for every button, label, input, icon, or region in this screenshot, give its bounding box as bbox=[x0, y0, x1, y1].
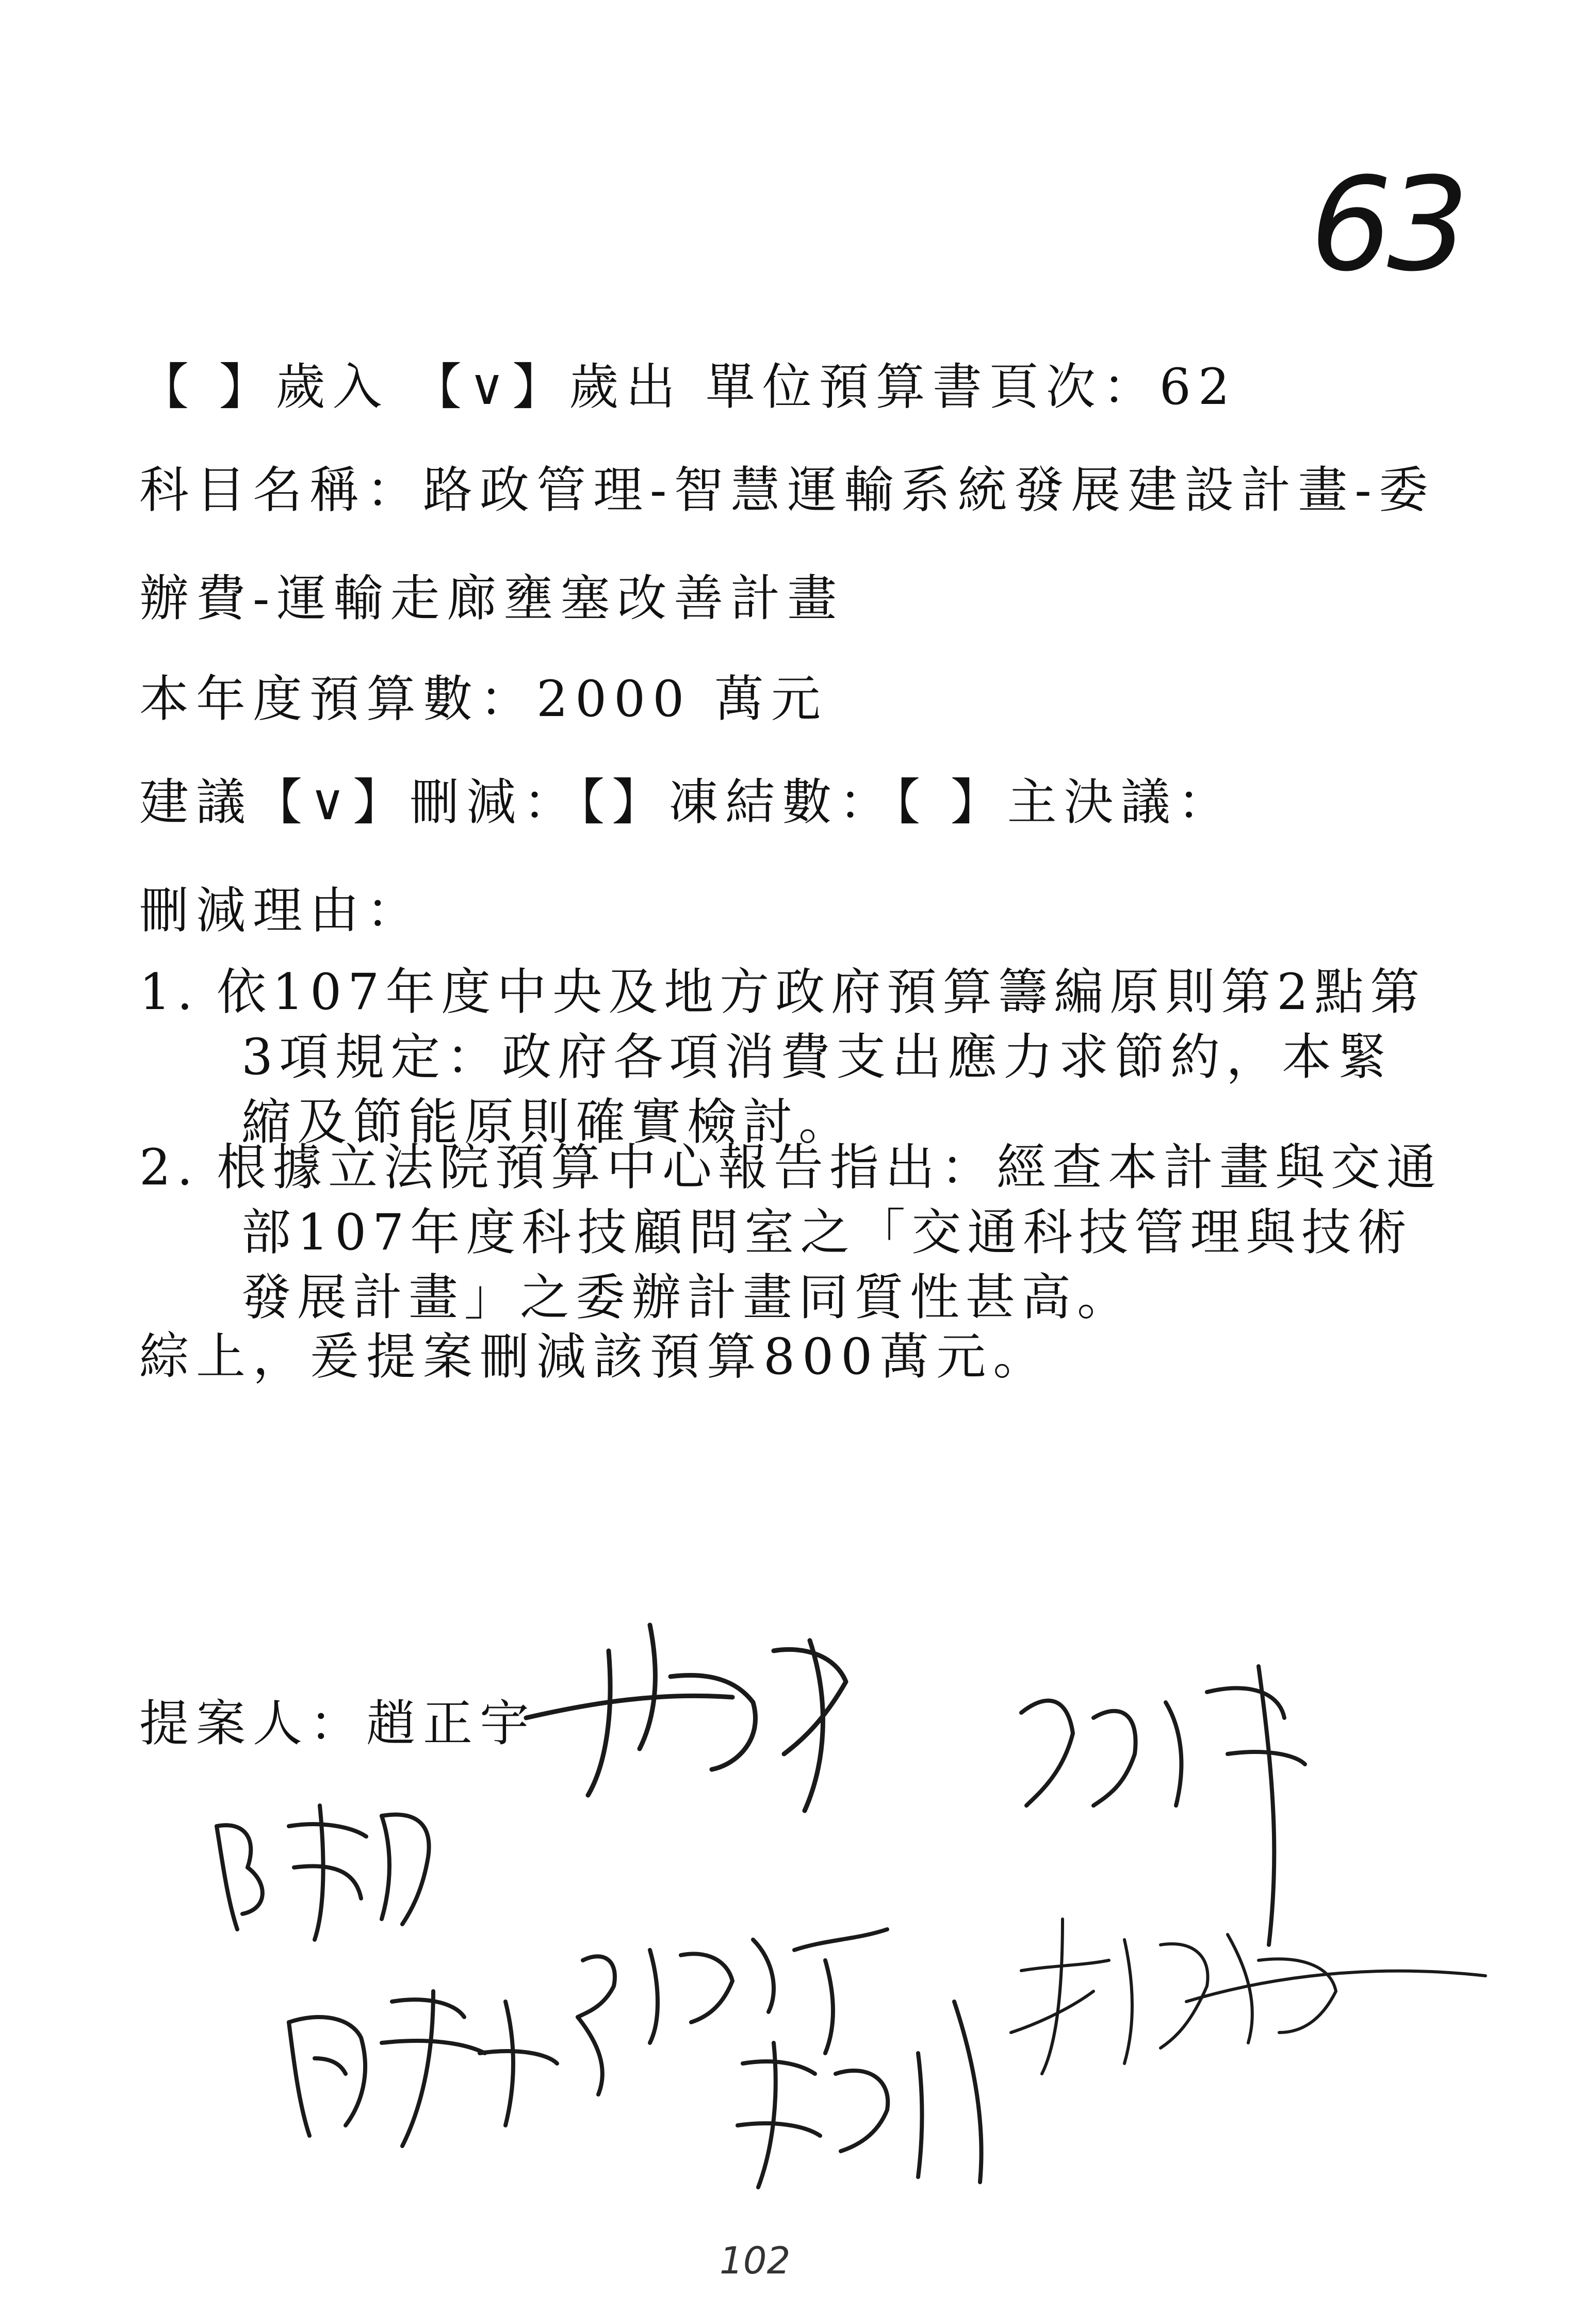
signature-2 bbox=[1021, 1666, 1305, 1945]
reason-line: 依107年度中央及地方政府預算籌編原則第2點第 bbox=[217, 963, 1426, 1021]
subject-line-1: 科目名稱：路政管理-智慧運輸系統發展建設計畫-委 bbox=[139, 461, 1435, 519]
reason-number: 2. bbox=[139, 1139, 199, 1196]
reason-number: 1. bbox=[139, 963, 199, 1021]
reasons-heading: 刪減理由： bbox=[139, 882, 423, 939]
reason-line: 3項規定：政府各項消費支出應力求節約，本緊 bbox=[241, 1028, 1394, 1086]
signature-5 bbox=[578, 1929, 887, 2094]
signature-1 bbox=[526, 1625, 846, 1811]
signature-7 bbox=[1011, 1919, 1485, 2074]
conclusion-line: 綜上，爰提案刪減該預算800萬元。 bbox=[139, 1328, 1050, 1386]
signature-3 bbox=[217, 1806, 429, 1940]
proposer-label: 提案人：趙正宇 bbox=[139, 1695, 536, 1752]
handwritten-page-number: 63 bbox=[1310, 150, 1464, 300]
budget-amount-line: 本年度預算數：2000 萬元 bbox=[139, 670, 828, 728]
reason-line: 發展計畫」之委辦計畫同質性甚高。 bbox=[241, 1269, 1133, 1326]
reason-line: 根據立法院預算中心報告指出：經查本計畫與交通 bbox=[217, 1139, 1442, 1196]
subject-line-2: 辦費-運輸走廊壅塞改善計畫 bbox=[139, 570, 844, 627]
footer-handwritten-number: 102 bbox=[720, 2239, 791, 2282]
proposal-line: 建議【∨】刪減：【】凍結數：【 】主決議： bbox=[139, 773, 1234, 831]
signature-6 bbox=[738, 2002, 982, 2187]
signature-4 bbox=[289, 1991, 557, 2146]
reason-line: 部107年度科技顧問室之「交通科技管理與技術 bbox=[241, 1204, 1413, 1261]
reason-line: 縮及節能原則確實檢討。 bbox=[241, 1093, 854, 1151]
budget-type-line: 【 】歲入 【∨】歲出 單位預算書頁次：62 bbox=[139, 358, 1237, 416]
